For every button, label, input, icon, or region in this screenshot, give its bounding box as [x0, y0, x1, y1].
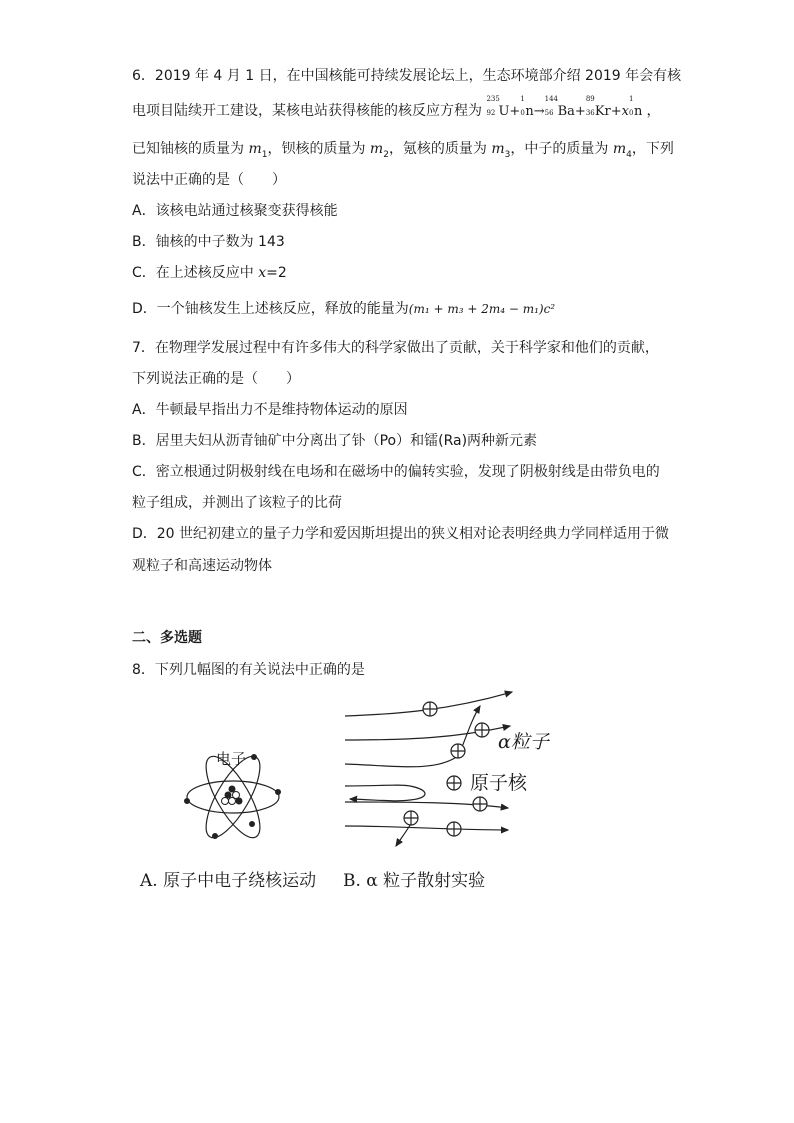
text: ，氪核的质量为	[388, 141, 492, 157]
var-m1: m	[248, 141, 262, 157]
q6-option-d	[132, 299, 555, 319]
q6-option-a: A．该核电站通过核聚变获得核能	[132, 203, 338, 219]
neutron-nuclide	[520, 94, 534, 122]
n-symbol: n	[634, 103, 643, 119]
q6-line2	[132, 94, 661, 122]
sub-3: 3	[504, 149, 511, 160]
q7-option-a: A．牛顿最早指出力不是维持物体运动的原因	[132, 402, 408, 418]
q7-option-d2: 观粒子和高速运动物体	[132, 558, 272, 574]
figure-b-caption: B. α 粒子散射实验	[343, 871, 486, 891]
text: D．一个铀核发生上述核反应，释放的能量为	[132, 301, 409, 317]
electron-label: 电子	[216, 750, 247, 768]
text: C．在上述核反应中	[132, 265, 259, 281]
alpha-particle-label: α粒子	[498, 731, 549, 753]
nucleus-icon	[222, 786, 243, 805]
krypton-nuclide	[585, 94, 611, 122]
q6-option-b: B．铀核的中子数为 143	[132, 234, 285, 250]
sub-4: 4	[626, 149, 632, 160]
q6-line4: 说法中正确的是（ ）	[132, 172, 286, 188]
q7-line2: 下列说法正确的是（ ）	[132, 371, 300, 387]
var-m2: m	[369, 141, 384, 157]
kr-symbol: Kr	[594, 103, 611, 119]
trajectory	[345, 826, 508, 830]
text: ，钡核的质量为	[267, 141, 370, 157]
n-atomic-number: 0	[629, 108, 634, 117]
u-symbol: U	[498, 103, 510, 119]
alpha-particle-icon	[447, 822, 461, 836]
n-symbol: n	[525, 103, 534, 119]
x-coefficient: x	[621, 104, 630, 119]
q7-line1: 7．在物理学发展过程中有许多伟大的科学家做出了贡献，关于科学家和他们的贡献，	[132, 340, 659, 356]
text: 已知铀核的质量为	[132, 141, 249, 157]
var-x: x	[258, 265, 267, 281]
q6-line1: 6．2019 年 4 月 1 日，在中国核能可持续发展论坛上，生态环境部介绍 2019 年会有核	[132, 68, 682, 84]
trajectory-deflected	[396, 822, 412, 846]
electron	[249, 821, 255, 827]
uranium-nuclide	[486, 94, 510, 122]
kr-atomic-number: 36	[585, 108, 595, 117]
q7-option-d1: D．20 世纪初建立的量子力学和爱因斯坦提出的狭义相对论表明经典力学同样适用于微	[132, 526, 670, 542]
var-m4: m	[612, 141, 627, 157]
q6-line2-suffix: ，	[646, 103, 661, 119]
nucleus-icon	[447, 776, 461, 790]
n-mass-number: 1	[520, 94, 525, 103]
electron	[251, 754, 257, 760]
alpha-scattering-figure	[340, 682, 520, 852]
q7-option-c2: 粒子组成，并测出了该粒子的比荷	[132, 495, 342, 511]
text: =2	[266, 265, 287, 281]
nucleus-label: 原子核	[470, 772, 528, 794]
q6-line3	[132, 139, 674, 165]
plus-sign: +	[509, 104, 521, 119]
plus-sign: +	[610, 104, 622, 119]
q8-stem: 8．下列几幅图的有关说法中正确的是	[132, 662, 365, 678]
electron	[275, 789, 281, 795]
u-atomic-number: 92	[486, 108, 496, 117]
q6-option-c	[132, 263, 287, 283]
alpha-particle-icon	[473, 797, 487, 811]
nuclear-reaction-equation	[486, 94, 646, 119]
trajectory-backscatter	[345, 785, 425, 801]
sub-1: 1	[261, 149, 268, 160]
text: ，中子的质量为	[510, 141, 613, 157]
alpha-particle-icon	[475, 723, 489, 737]
var-m3: m	[491, 141, 505, 157]
alpha-particle-icon	[451, 744, 465, 758]
electron	[212, 833, 218, 839]
ba-mass-number: 144	[544, 94, 558, 103]
sub-2: 2	[383, 149, 389, 160]
n-mass-number: 1	[629, 94, 634, 103]
alpha-particle-icon	[404, 811, 418, 825]
alpha-particle-icon	[423, 702, 437, 716]
figure-a-caption: A. 原子中电子绕核运动	[140, 871, 317, 891]
section-title: 二、多选题	[132, 630, 202, 646]
q7-option-c1: C．密立根通过阴极射线在电场和在磁场中的偏转实验，发现了阴极射线是由带负电的	[132, 464, 660, 480]
energy-formula: (m₁ + m₃ + 2m₄ − m₁)c²	[408, 302, 556, 316]
q7-option-b: B．居里夫妇从沥青铀矿中分离出了钋（Po）和镭(Ra)两种新元素	[132, 433, 538, 449]
text: ，下列	[631, 141, 674, 157]
n-atomic-number: 0	[520, 108, 525, 117]
electron	[184, 798, 190, 804]
ba-atomic-number: 56	[544, 108, 554, 117]
arrow-icon: →	[533, 104, 545, 119]
product-neutron	[629, 94, 643, 122]
u-mass-number: 235	[486, 94, 500, 103]
plus-sign: +	[574, 104, 586, 119]
kr-mass-number: 89	[585, 94, 595, 103]
barium-nuclide	[544, 94, 575, 122]
ba-symbol: Ba	[557, 103, 575, 119]
q6-line2-prefix: 电项目陆续开工建设，某核电站获得核能的核反应方程为	[132, 103, 482, 119]
